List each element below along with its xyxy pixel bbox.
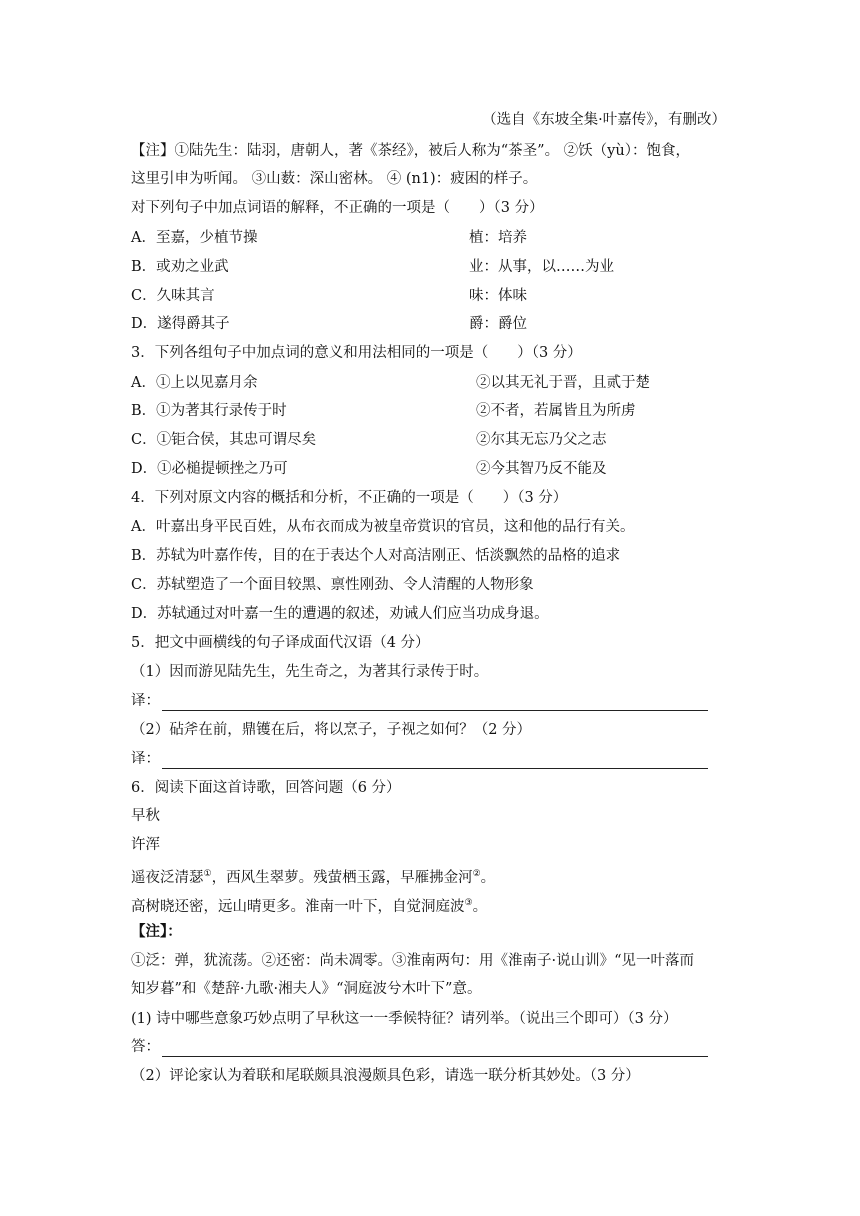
q5-item-1: （1）因而游见陆先生，先生奇之，为著其行录传于时。 [131,664,489,680]
q2-option-b [131,257,731,277]
q2-stem: 对下列句子中加点词语的解释，不正确的一项是（ ）（3 分） [131,200,544,216]
poem-line-2 [131,893,487,917]
q4-option-c: C．苏轼塑造了一个面目较黑、禀性刚劲、令人清醒的人物形象 [131,577,534,593]
q3-option-d [131,459,731,479]
option-sentence: A．至嘉，少植节操 [131,230,258,246]
q4-option-b: B．苏轼为叶嘉作传，目的在于表达个人对高洁刚正、恬淡飘然的品格的追求 [131,548,621,564]
poem-line-1 [131,864,495,888]
footnote-marker: ① [203,869,212,879]
option-part-1: C．①钜合侯，其忠可谓尽矣 [131,432,317,448]
q2-option-a [131,228,731,248]
option-part-2: ②以其无礼于晋，且贰于楚 [476,375,650,391]
option-sentence: D．遂得爵其子 [131,316,230,332]
q6-sub-2: （2）评论家认为着联和尾联颇具浪漫颇具色彩，请选一联分析其妙处。（3 分） [131,1068,640,1084]
source-citation: （选自《东坡全集·叶嘉传》，有删改） [482,112,726,128]
footnote-marker: ③ [464,898,473,908]
answer-label: 译： [131,751,160,767]
option-part-1: A．①上以见嘉月余 [131,375,258,391]
answer-label: 译： [131,693,160,709]
poem-title: 早秋 [131,808,160,824]
q2-option-c [131,286,731,306]
q3-option-a [131,373,731,393]
answer-blank[interactable] [162,1042,708,1057]
footnote-marker: ② [472,869,481,879]
annotation-line-1: 【注】①陆先生：陆羽，唐朝人，著《茶经》，被后人称为“茶圣”。 ②饫（yù）：饱食， [131,143,690,159]
q5-stem: 5．把文中画横线的句子译成面代汉语（4 分） [131,635,430,651]
q4-stem: 4．下列对原文内容的概括和分析，不正确的一项是（ ）（3 分） [131,490,568,506]
option-sentence: C．久味其言 [131,288,215,304]
poem-text: 。 [472,898,488,915]
q5-answer-2 [131,749,708,769]
option-part-1: B．①为著其行录传于时 [131,403,287,419]
q3-option-b [131,401,731,421]
q4-option-d: D．苏轼通过对叶嘉一生的遭遇的叙述，劝诫人们应当功成身退。 [131,606,549,622]
poem-note-line-2: 知岁暮”和《楚辞·九歌·湘夫人》“洞庭波兮木叶下”意。 [131,981,482,997]
answer-blank[interactable] [162,696,708,711]
answer-label: 答： [131,1039,160,1055]
option-part-2: ②今其智乃反不能及 [476,461,607,477]
option-sentence: B．或劝之业武 [131,259,229,275]
q5-item-2: （2）砧斧在前，鼎镬在后，将以烹子，子视之如何？（2 分） [131,722,532,738]
option-gloss: 业：从事，以……为业 [469,259,614,275]
option-part-1: D．①必槌提顿挫之乃可 [131,461,288,477]
answer-blank[interactable] [162,754,708,769]
q3-option-c [131,430,731,450]
annotation-line-2: 这里引申为听闻。 ③山薮：深山密林。 ④ (n1)：疲困的样子。 [131,171,538,187]
q6-sub-1: (1) 诗中哪些意象巧妙点明了早秋这一一季候特征？请列举。（说出三个即可）（3 分） [131,1011,678,1027]
q5-answer-1 [131,691,708,711]
q2-option-d [131,314,731,334]
poem-author: 许浑 [131,837,160,853]
option-part-2: ②不者，若属皆且为所虏 [476,403,636,419]
poem-text: 高树晓还密，远山晴更多。淮南一叶下，自觉洞庭波 [131,898,465,915]
poem-note-line-1: ①泛：弹，犹流荡。②还密：尚未凋零。③淮南两句：用《淮南子·说山训》“见一叶落而 [131,953,695,969]
q6-stem: 6．阅读下面这首诗歌，回答问题（6 分） [131,780,401,796]
poem-text: 遥夜泛清瑟 [131,869,204,886]
poem-text: ，西风生翠萝。残萤栖玉露，早雁拂金河 [211,869,473,886]
option-part-2: ②尔其无忘乃父之志 [476,432,607,448]
q4-option-a: A．叶嘉出身平民百姓，从布衣而成为被皇帝赏识的官员，这和他的品行有关。 [131,519,635,535]
q3-stem: 3．下列各组句子中加点词的意义和用法相同的一项是（ ）（3 分） [131,345,582,361]
option-gloss: 爵：爵位 [469,316,527,332]
poem-note-heading: 【注】： [131,923,182,940]
option-gloss: 植：培养 [469,230,527,246]
q6-answer-1 [131,1037,708,1057]
poem-text: 。 [480,869,496,886]
option-gloss: 味：体味 [469,288,527,304]
